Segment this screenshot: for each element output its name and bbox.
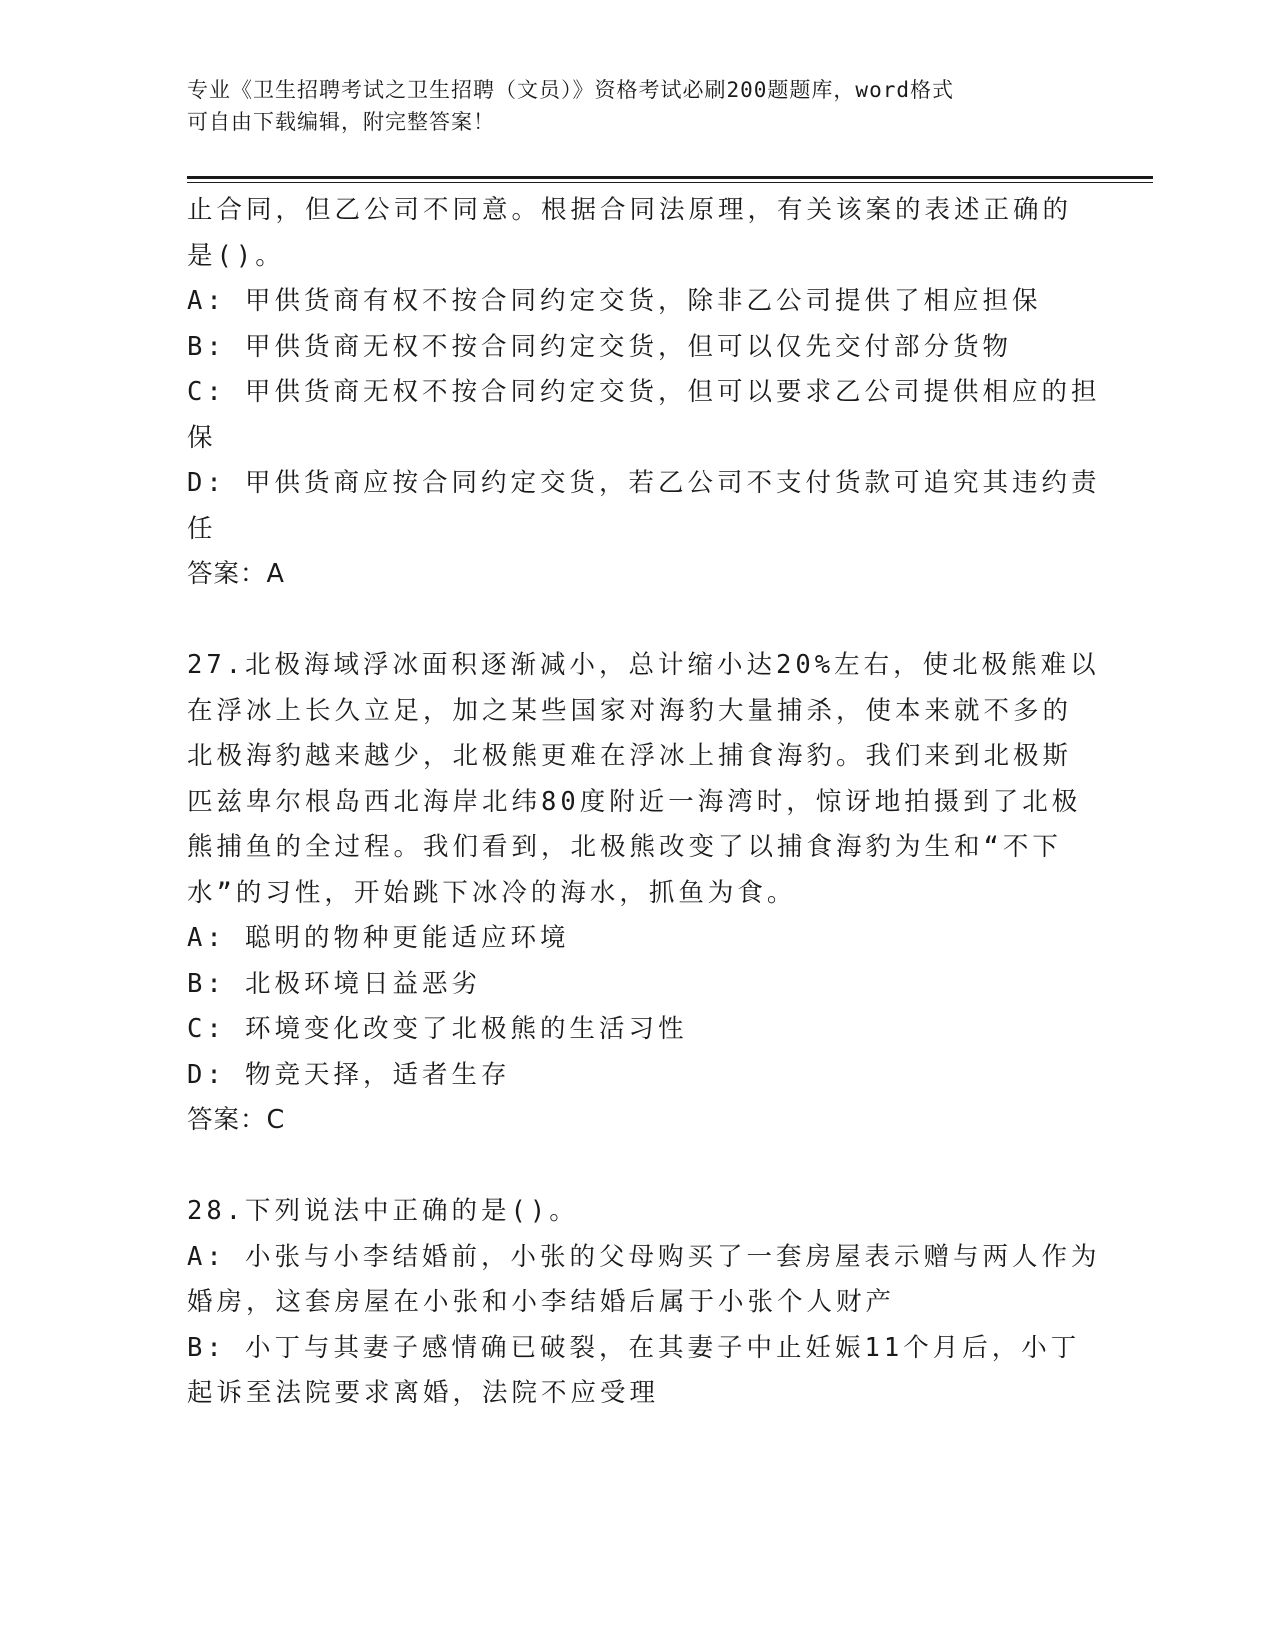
- question-stem-line: 27.北极海域浮冰面积逐渐减小，总计缩小达20%左右，使北极熊难以: [187, 650, 1100, 680]
- question-26: [187, 188, 1101, 598]
- option-d: D: 物竞天择，适者生存: [187, 1059, 511, 1090]
- header-title-line-2: 可自由下载编辑，附完整答案！: [187, 110, 495, 134]
- question-stem-line: 止合同，但乙公司不同意。根据合同法原理，有关该案的表述正确的: [187, 195, 1073, 225]
- header-divider-thick: [187, 176, 1153, 179]
- question-stem-line: 北极海豹越来越少，北极熊更难在浮冰上捕食海豹。我们来到北极斯: [187, 741, 1073, 771]
- answer-label: 答案：C: [187, 1105, 286, 1135]
- option-a-continued: 婚房，这套房屋在小张和小李结婚后属于小张个人财产: [187, 1287, 896, 1317]
- option-a: A: 聪明的物种更能适应环境: [187, 923, 570, 953]
- option-b: B: 小丁与其妻子感情确已破裂，在其妻子中止妊娠11个月后，小丁: [187, 1332, 1081, 1363]
- question-stem-line: 是()。: [187, 240, 285, 271]
- question-stem-line: 熊捕鱼的全过程。我们看到，北极熊改变了以捕食海豹为生和“不下: [187, 832, 1062, 862]
- option-b-continued: 起诉至法院要求离婚，法院不应受理: [187, 1378, 660, 1408]
- option-c: C: 环境变化改变了北极熊的生活习性: [187, 1014, 688, 1044]
- option-b: B: 甲供货商无权不按合同约定交货，但可以仅先交付部分货物: [187, 331, 1013, 362]
- question-28: [187, 1189, 1101, 1417]
- option-d: D: 甲供货商应按合同约定交货，若乙公司不支付货款可追究其违约责: [187, 468, 1101, 498]
- question-stem-line: 水”的习性，开始跳下冰冷的海水，抓鱼为食。: [187, 877, 797, 908]
- document-header: [187, 74, 1067, 138]
- header-divider-thin: [187, 182, 1153, 183]
- option-c-continued: 保: [187, 422, 217, 453]
- question-content: [187, 188, 1101, 1417]
- question-spacer: [187, 1144, 1077, 1190]
- header-title-line-1: 专业《卫生招聘考试之卫生招聘（文员）》资格考试必刷200题题库，word格式: [187, 78, 954, 102]
- question-27: [187, 643, 1100, 1144]
- option-a: A: 甲供货商有权不按合同约定交货，除非乙公司提供了相应担保: [187, 286, 1042, 316]
- option-b: B: 北极环境日益恶劣: [187, 968, 482, 999]
- option-a: A: 小张与小李结婚前，小张的父母购买了一套房屋表示赠与两人作为: [187, 1241, 1101, 1272]
- option-c: C: 甲供货商无权不按合同约定交货，但可以要求乙公司提供相应的担: [187, 377, 1101, 407]
- option-d-continued: 任: [187, 513, 217, 544]
- question-spacer: [187, 598, 1077, 644]
- answer-label: 答案：A: [187, 559, 285, 589]
- question-stem-line: 28.下列说法中正确的是()。: [187, 1196, 579, 1226]
- question-stem-line: 在浮冰上长久立足，加之某些国家对海豹大量捕杀，使本来就不多的: [187, 695, 1073, 726]
- question-stem-line: 匹兹卑尔根岛西北海岸北纬80度附近一海湾时，惊讶地拍摄到了北极: [187, 786, 1082, 817]
